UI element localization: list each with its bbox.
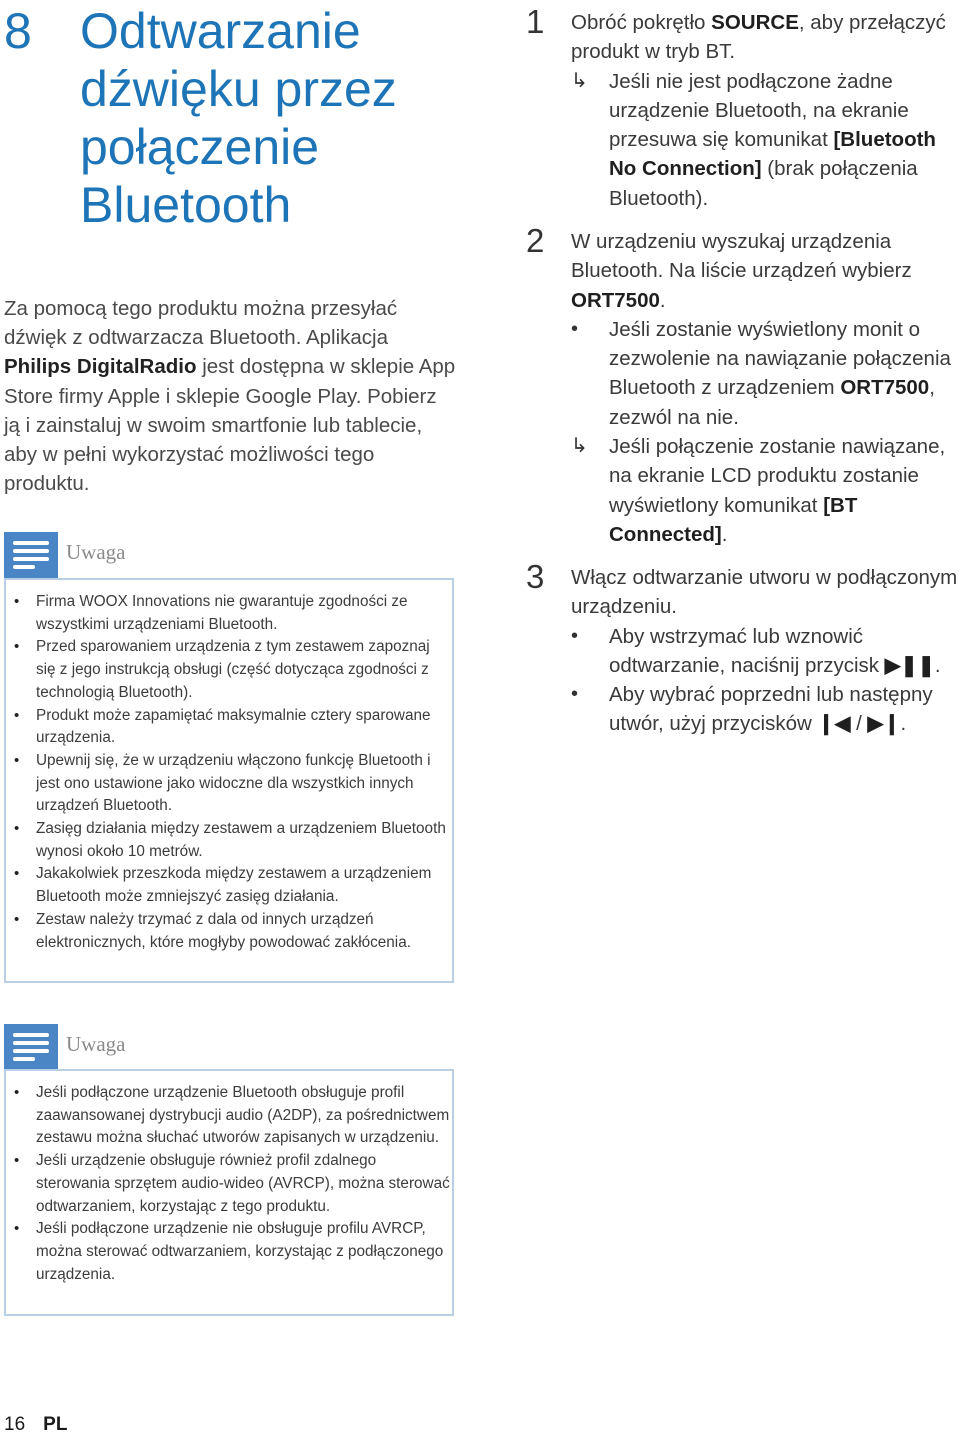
intro-paragraph: [4, 294, 456, 498]
app-name: Philips DigitalRadio: [4, 355, 197, 379]
note-icon: [4, 532, 58, 578]
result-text: (brak połączenia Bluetooth).: [609, 157, 918, 210]
result-text: Jeśli połączenie zostanie nawiązane, na ekranie LCD produktu zostanie wyświetlony komunikat: [609, 435, 946, 517]
step-instruction: Włącz odtwarzanie utworu w podłączonym urządzeniu.: [571, 566, 958, 619]
note-label: Uwaga: [66, 540, 126, 564]
instruction-text: , aby przełączyć produkt w tryb BT.: [571, 11, 946, 64]
chapter-number: 8: [4, 3, 32, 59]
play-pause-icon: ▶❚❚: [884, 653, 935, 677]
note-item: • Zestaw należy trzymać z dala od innych urządzeń elektronicznych, które mogłyby powodować zakłócenia.: [6, 909, 452, 954]
note-header: [4, 1024, 456, 1070]
bullet-text: Aby wybrać poprzedni lub następny utwór, użyj przycisków: [609, 683, 933, 736]
bullet-text: Jeśli zostanie wyświetlony monit o zezwolenie na nawiązanie połączenia Bluetooth z urządzeniem: [609, 317, 951, 400]
note-list: [6, 591, 452, 954]
step-number: 2: [526, 222, 545, 259]
control-source: SOURCE: [711, 11, 799, 34]
intro-text-2: jest dostępna w sklepie App Store firmy Apple i sklepie Google Play. Pobierz ją i zainstaluj w swoim smartfonie lub tablecie, aby w pełni wykorzystać możliwości tego produktu.: [4, 355, 456, 496]
step-number: 3: [526, 558, 545, 595]
note-label: Uwaga: [66, 1032, 126, 1056]
device-name: ORT7500: [840, 376, 930, 400]
page-number: 16: [4, 1414, 26, 1435]
note-header: [4, 532, 456, 578]
previous-icon: ❙◀: [817, 712, 851, 736]
page-footer: [4, 1414, 67, 1436]
note-item: • Jakakolwiek przeszkoda między zestawem a urządzeniem Bluetooth może zmniejszyć zasięg działania.: [6, 863, 452, 908]
note-item: • Jeśli podłączone urządzenie Bluetooth obsługuje profil zaawansowanej dystrybucji audio (A2DP), za pośrednictwem zestawu można słuchać utworów zapisanych w urządzeniu.: [6, 1082, 452, 1150]
display-message: [BT Connected]: [609, 493, 858, 546]
step-instruction: [571, 227, 960, 315]
display-message: [Bluetooth No Connection]: [609, 128, 936, 181]
bullet-text: , zezwól na nie.: [609, 376, 935, 429]
step-bullet: [571, 315, 960, 432]
instruction-text: W urządzeniu wyszukaj urządzenia Bluetooth. Na liście urządzeń wybierz: [571, 230, 912, 283]
result-arrow-icon: ↳: [571, 435, 588, 458]
note-item: • Firma WOOX Innovations nie gwarantuje zgodności ze wszystkimi urządzeniami Bluetooth.: [6, 591, 452, 636]
note-item: • Zasięg działania między zestawem a urządzeniem Bluetooth wynosi około 10 metrów.: [6, 818, 452, 863]
note-item: • Produkt może zapamiętać maksymalnie cztery sparowane urządzenia.: [6, 705, 452, 750]
bullet-text: .: [900, 712, 907, 736]
next-icon: ▶❙: [867, 712, 901, 736]
note-list: [6, 1082, 452, 1286]
result-text: .: [721, 522, 728, 546]
step-bullet: [571, 680, 960, 739]
step-result: [571, 67, 960, 213]
step-bullet: [571, 622, 960, 681]
result-text: Jeśli nie jest podłączone żadne urządzenie Bluetooth, na ekranie przesuwa się komunikat: [609, 69, 909, 152]
note-item: • Upewnij się, że w urządzeniu włączono funkcję Bluetooth i jest ono ustawione jako widoczne dla wszystkich innych urządzeń Bluetooth.: [6, 750, 452, 818]
step-instruction: [571, 8, 960, 67]
bullet-text: Aby wstrzymać lub wznowić odtwarzanie, naciśnij przycisk: [609, 624, 885, 677]
language-code: PL: [43, 1414, 68, 1435]
note-item: • Przed sparowaniem urządzenia z tym zestawem zapoznaj się z jego instrukcją obsługi (część dotycząca zgodności z technologią Bluetooth).: [6, 636, 452, 704]
step-text: [571, 563, 960, 739]
instruction-text: .: [659, 288, 666, 312]
bullet-icon: •: [571, 624, 579, 647]
bullet-icon: •: [571, 317, 579, 340]
bullet-icon: •: [571, 683, 579, 706]
step-text: [571, 227, 960, 549]
chapter-title: Odtwarzanie dźwięku przez połączenie Bluetooth: [80, 3, 397, 233]
result-arrow-icon: ↳: [571, 69, 588, 92]
step-result: [571, 432, 960, 549]
note-item: • Jeśli podłączone urządzenie nie obsługuje profilu AVRCP, można sterować odtwarzaniem, korzystając z podłączonego urządzenia.: [6, 1218, 452, 1286]
instruction-text: Obróć pokrętło: [571, 11, 712, 34]
intro-text-1: Za pomocą tego produktu można przesyłać dźwięk z odtwarzacza Bluetooth. Aplikacja: [4, 297, 398, 350]
step-number: 1: [526, 3, 545, 40]
note-box: [4, 1069, 454, 1316]
note-box: [4, 578, 454, 983]
note-icon: [4, 1024, 58, 1070]
step-text: [571, 8, 960, 213]
device-name: ORT7500: [571, 288, 660, 312]
separator: /: [850, 712, 868, 736]
note-item: • Jeśli urządzenie obsługuje również profil zdalnego sterowania sprzętem audio-wideo (AVRCP), można sterować odtwarzaniem, korzystając z tego produktu.: [6, 1150, 452, 1218]
bullet-text: .: [934, 653, 941, 677]
